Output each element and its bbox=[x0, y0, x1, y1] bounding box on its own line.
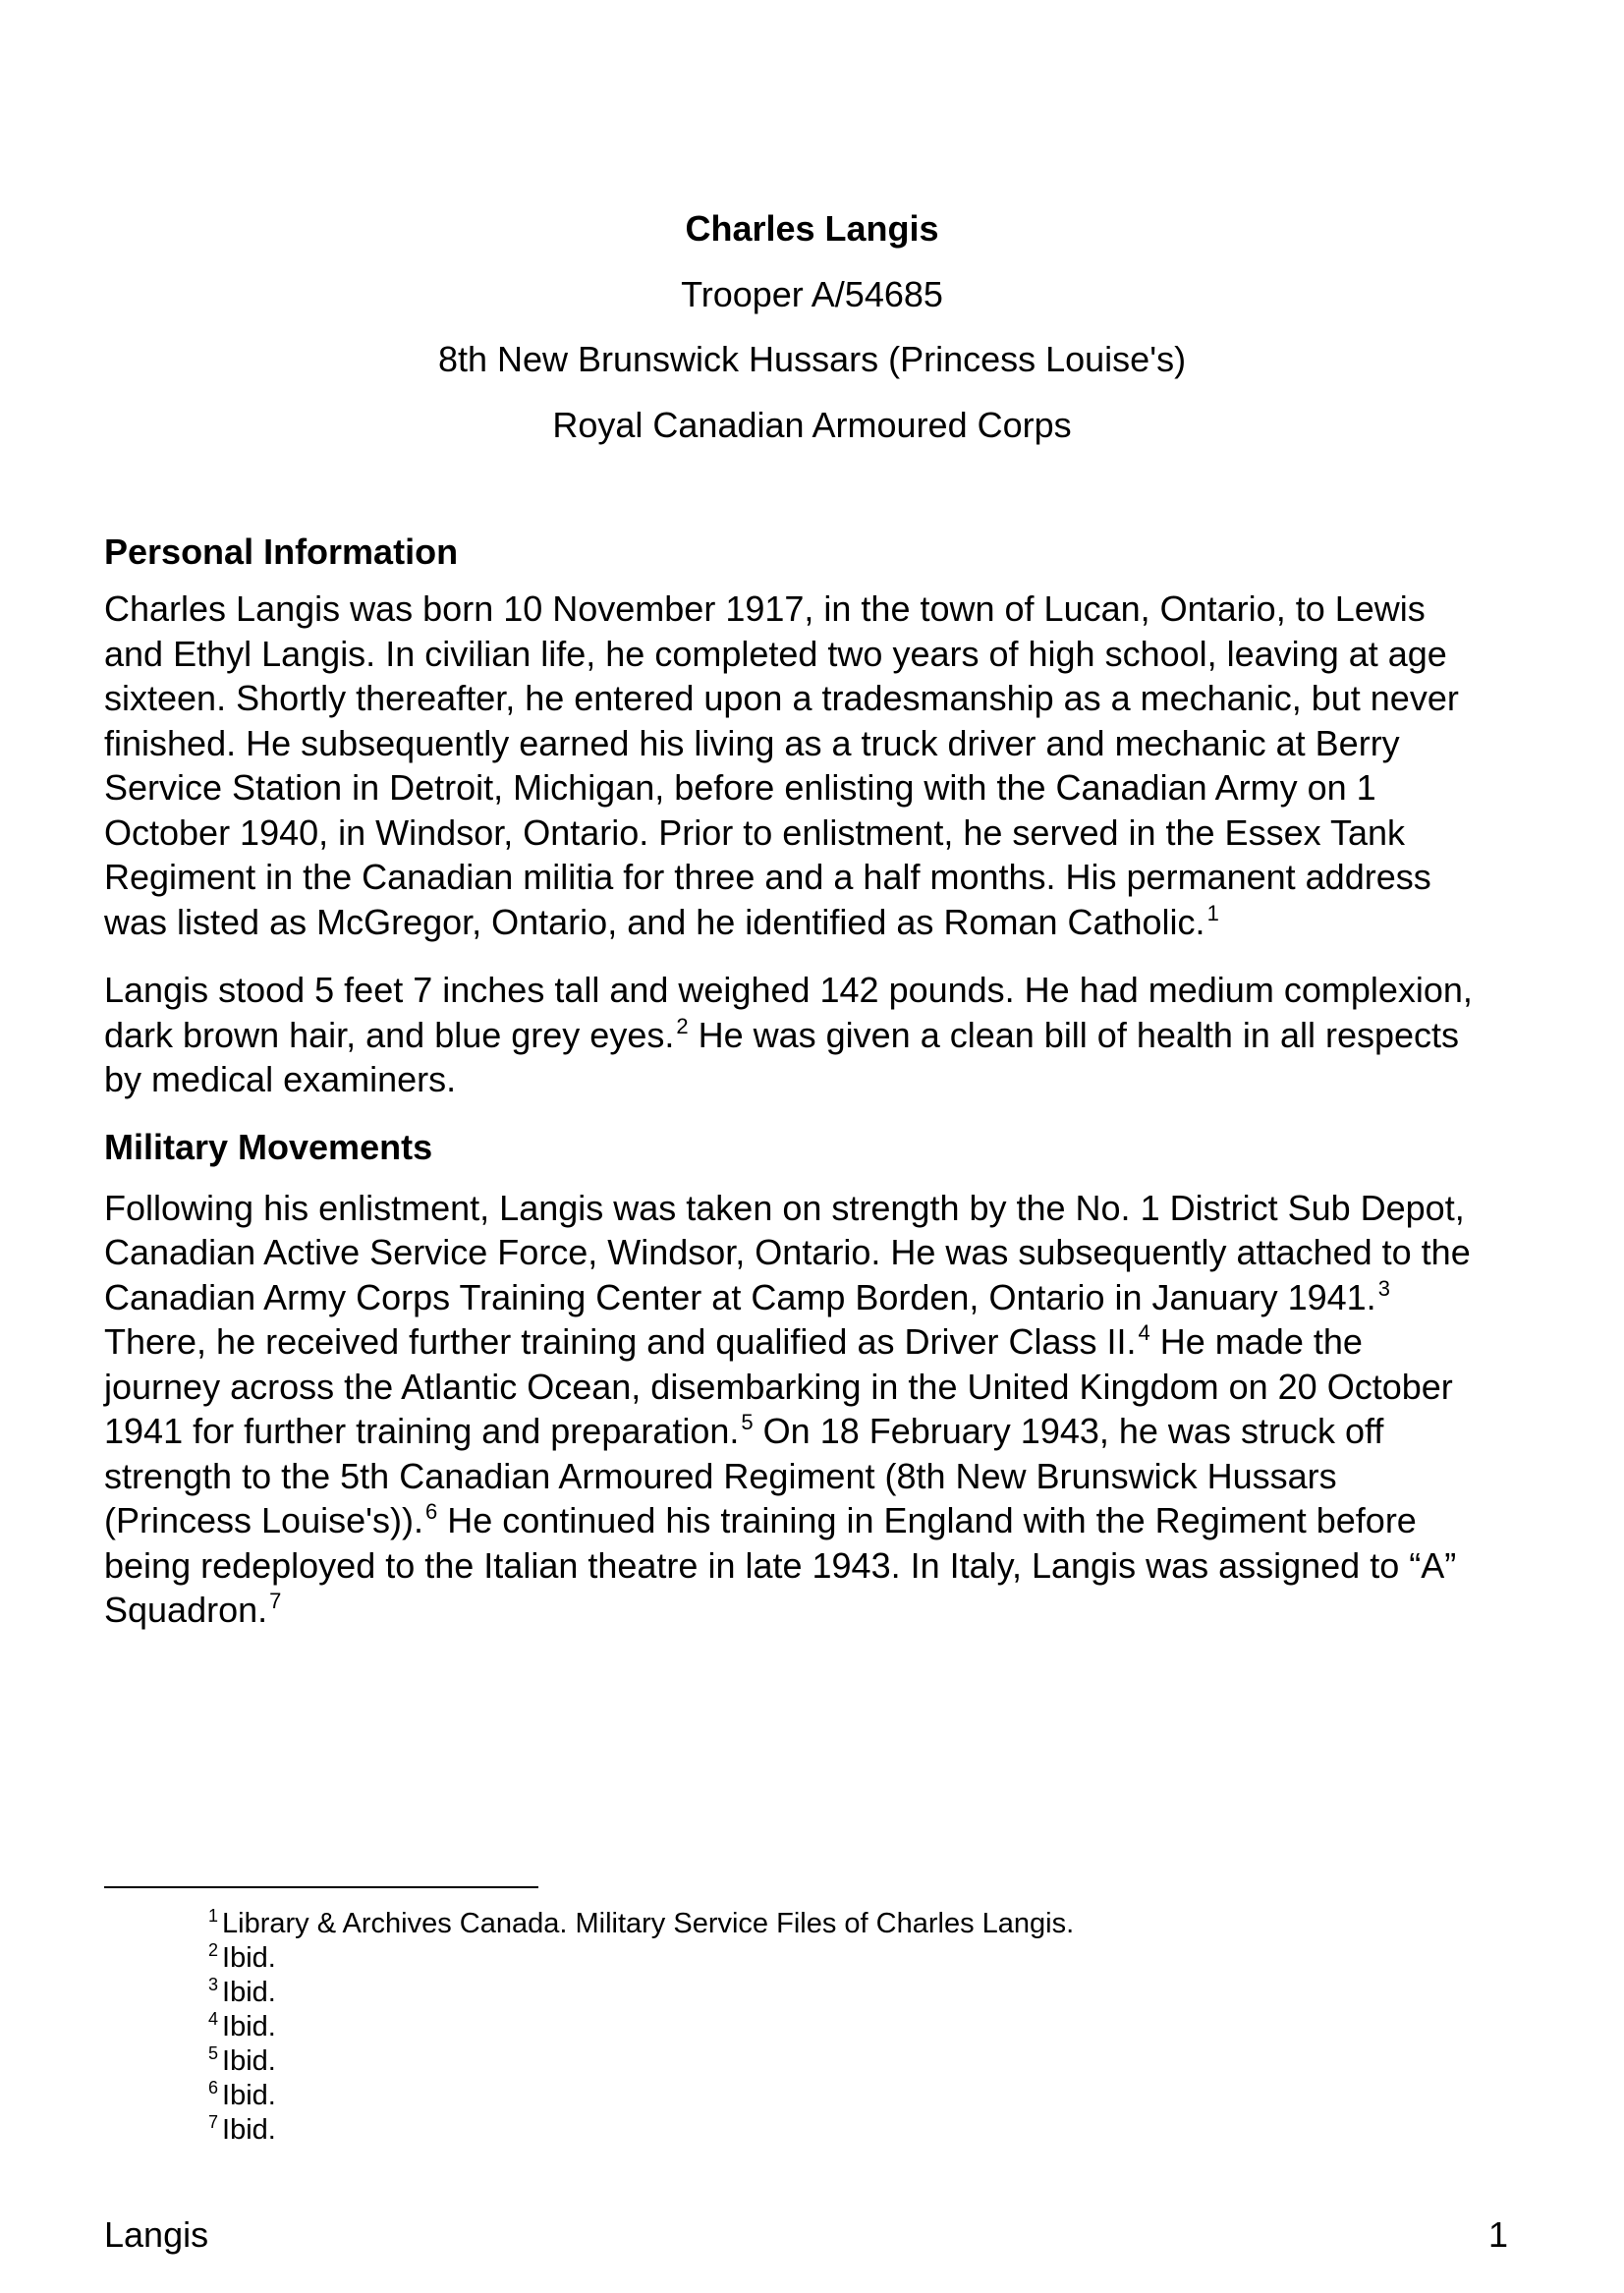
footnote-divider bbox=[104, 1886, 538, 1888]
footnote-text: Ibid. bbox=[222, 2080, 276, 2111]
footnote-ref-3[interactable]: 3 bbox=[1377, 1275, 1390, 1301]
footnote-1 bbox=[208, 1907, 1485, 1941]
soldier-name: Charles Langis bbox=[685, 208, 939, 249]
text-line bbox=[104, 1409, 1519, 1454]
section-heading-military: Military Movements bbox=[104, 1126, 433, 1167]
text-line: being redeployed to the Italian theatre in late 1943. In Italy, Langis was assigned to “A” bbox=[104, 1544, 1457, 1586]
text-segment: Canadian Army Corps Training Center at Camp Borden, Ontario in January 1941. bbox=[104, 1276, 1376, 1317]
section-heading-personal: Personal Information bbox=[104, 531, 459, 572]
text-line bbox=[104, 1319, 1519, 1365]
footer-surname: Langis bbox=[104, 2214, 209, 2255]
text-line: Langis stood 5 feet 7 inches tall and weighed 142 pounds. He had medium complexion, bbox=[104, 970, 1473, 1010]
text-line bbox=[104, 1013, 1519, 1058]
footnote-ref-6[interactable]: 6 bbox=[424, 1499, 438, 1524]
text-line: Service Station in Detroit, Michigan, before enlisting with the Canadian Army on 1 bbox=[104, 767, 1376, 808]
text-line: journey across the Atlantic Ocean, disembarking in the United Kingdom on 20 October bbox=[104, 1366, 1453, 1407]
text-line: Canadian Active Service Force, Windsor, Ontario. He was subsequently attached to the bbox=[104, 1232, 1471, 1272]
footnote-text: Ibid. bbox=[222, 1942, 276, 1974]
soldier-unit: 8th New Brunswick Hussars (Princess Louise's) bbox=[437, 339, 1187, 379]
footnote-4 bbox=[208, 2010, 1485, 2044]
footnote-number: 2 bbox=[208, 1940, 219, 1960]
text-line: finished. He subsequently earned his living as a truck driver and mechanic at Berry bbox=[104, 722, 1400, 763]
footnote-7 bbox=[208, 2113, 1485, 2148]
text-line: sixteen. Shortly thereafter, he entered upon a tradesmanship as a mechanic, but never bbox=[104, 678, 1459, 718]
text-line: by medical examiners. bbox=[104, 1059, 457, 1099]
footnote-text: Library & Archives Canada. Military Service Files of Charles Langis. bbox=[222, 1908, 1075, 1939]
footnote-6 bbox=[208, 2079, 1485, 2113]
paragraph-personal-2 bbox=[104, 968, 1519, 1102]
soldier-corps: Royal Canadian Armoured Corps bbox=[552, 404, 1072, 445]
text-line bbox=[104, 1275, 1519, 1320]
text-segment: was listed as McGregor, Ontario, and he identified as Roman Catholic. bbox=[104, 901, 1205, 942]
footnote-5 bbox=[208, 2044, 1485, 2079]
text-line: Charles Langis was born 10 November 1917, in the town of Lucan, Ontario, to Lewis bbox=[104, 588, 1426, 629]
footnote-text: Ibid. bbox=[222, 2045, 276, 2077]
text-line: Following his enlistment, Langis was taken on strength by the No. 1 District Sub Depot, bbox=[104, 1187, 1465, 1228]
footnote-text: Ibid. bbox=[222, 2114, 276, 2146]
footnote-ref-2[interactable]: 2 bbox=[676, 1013, 689, 1038]
footnote-number: 4 bbox=[208, 2009, 219, 2029]
text-line: strength to the 5th Canadian Armoured Regiment (8th New Brunswick Hussars bbox=[104, 1455, 1337, 1496]
text-line: Regiment in the Canadian militia for three and a half months. His permanent address bbox=[104, 857, 1431, 897]
document-body bbox=[104, 525, 1519, 1656]
paragraph-personal-1 bbox=[104, 587, 1519, 944]
text-line: and Ethyl Langis. In civilian life, he completed two years of high school, leaving at age bbox=[104, 633, 1447, 674]
footnote-3 bbox=[208, 1976, 1485, 2010]
text-segment: Squadron. bbox=[104, 1590, 268, 1630]
text-line: October 1940, in Windsor, Ontario. Prior to enlistment, he served in the Essex Tank bbox=[104, 811, 1405, 853]
footnote-number: 7 bbox=[208, 2112, 219, 2132]
text-segment: dark brown hair, and blue grey eyes. bbox=[104, 1014, 675, 1055]
text-segment: 1941 for further training and preparation. bbox=[104, 1411, 740, 1451]
footnote-number: 6 bbox=[208, 2078, 219, 2097]
text-line bbox=[104, 1498, 1519, 1543]
footnote-ref-5[interactable]: 5 bbox=[741, 1410, 754, 1434]
footnote-text: Ibid. bbox=[222, 1977, 276, 2008]
soldier-rank: Trooper A/54685 bbox=[681, 273, 943, 314]
text-segment: He made the bbox=[1149, 1321, 1363, 1362]
paragraph-military bbox=[104, 1186, 1519, 1633]
footnote-ref-7[interactable]: 7 bbox=[269, 1589, 282, 1613]
text-line bbox=[104, 1588, 1519, 1633]
text-segment: There, he received further training and qualified as Driver Class II. bbox=[104, 1321, 1137, 1362]
footnote-2 bbox=[208, 1941, 1485, 1976]
title-block bbox=[0, 196, 1624, 458]
footnote-text: Ibid. bbox=[222, 2011, 276, 2042]
footnote-ref-4[interactable]: 4 bbox=[1138, 1320, 1150, 1345]
text-segment: He was given a clean bill of health in all respects bbox=[688, 1014, 1460, 1055]
text-segment: He continued his training in England with the Regiment before bbox=[437, 1500, 1417, 1540]
footnote-number: 5 bbox=[208, 2043, 219, 2063]
text-segment: (Princess Louise's)). bbox=[104, 1500, 423, 1540]
text-segment: On 18 February 1943, he was struck off bbox=[753, 1411, 1384, 1451]
page-number: 1 bbox=[1487, 2214, 1508, 2255]
footnotes bbox=[208, 1907, 1485, 2148]
footnote-ref-1[interactable]: 1 bbox=[1206, 900, 1219, 925]
text-line bbox=[104, 900, 1519, 945]
footnote-number: 3 bbox=[208, 1975, 219, 1994]
footnote-number: 1 bbox=[208, 1906, 219, 1926]
